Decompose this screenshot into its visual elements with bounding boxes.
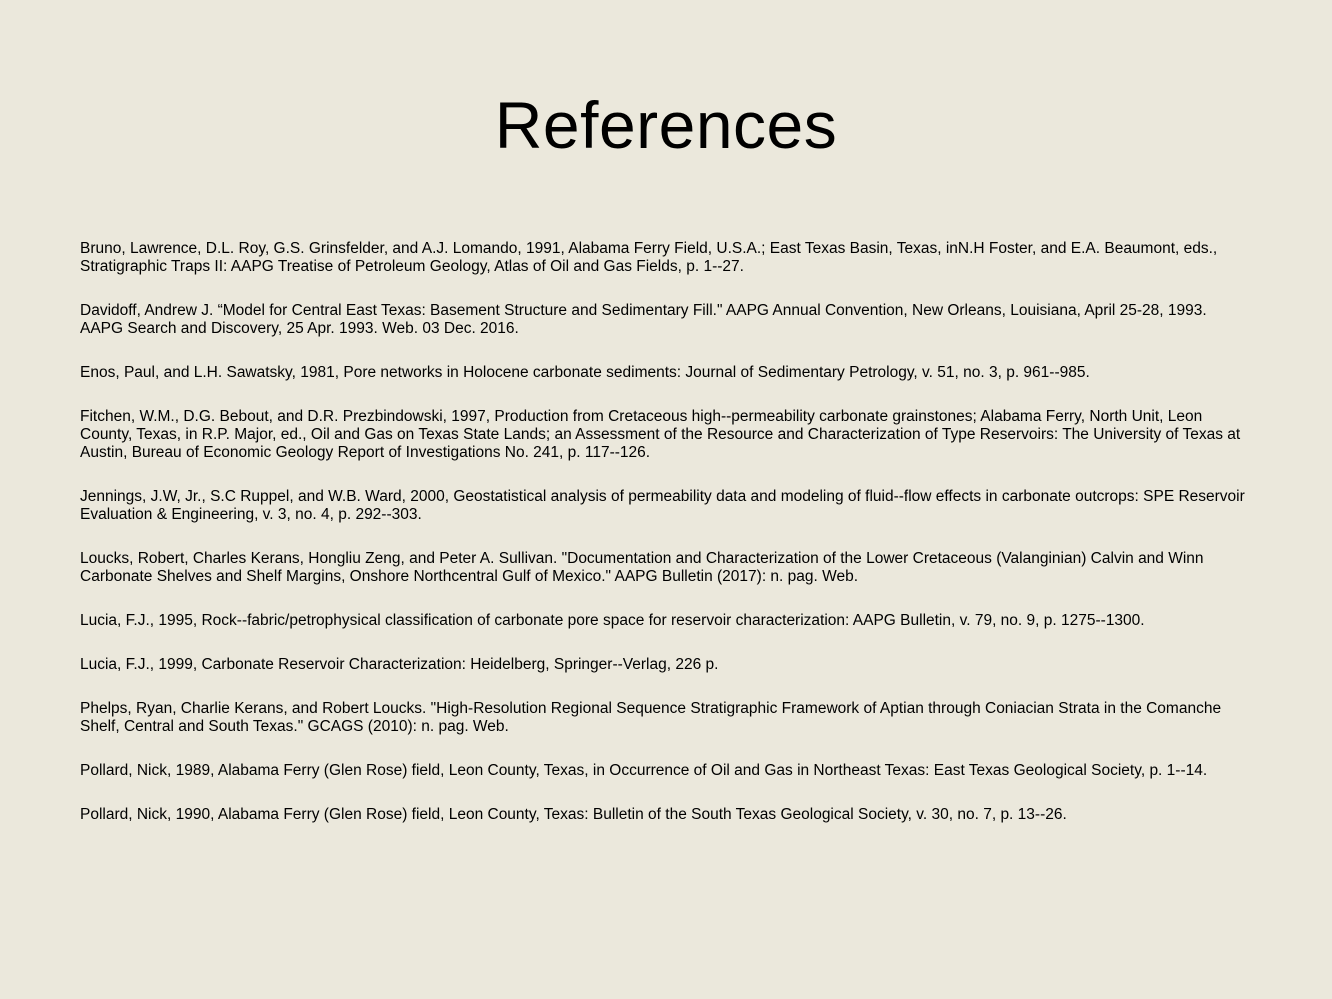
- reference-item: Bruno, Lawrence, D.L. Roy, G.S. Grinsfelder, and A.J. Lomando, 1991, Alabama Ferry Field, U.S.A.; East Texas Basin, Texas, inN.H Foster, and E.A. Beaumont, eds., Stratigraphic Traps II: AAPG Treatise of Petroleum Geology, Atlas of Oil and Gas Fields, p. 1--27.: [80, 240, 1218, 275]
- reference-list: [80, 240, 1252, 850]
- reference-item: Pollard, Nick, 1989, Alabama Ferry (Glen Rose) field, Leon County, Texas, in Occurrence of Oil and Gas in Northeast Texas: East Texas Geological Society, p. 1--14.: [80, 762, 1208, 779]
- reference-item: Enos, Paul, and L.H. Sawatsky, 1981, Pore networks in Holocene carbonate sediments: Journal of Sedimentary Petrology, v. 51, no. 3, p. 961--985.: [80, 364, 1090, 381]
- reference-item: Fitchen, W.M., D.G. Bebout, and D.R. Prezbindowski, 1997, Production from Cretaceous high--permeability carbonate grainstones; Alabama Ferry, North Unit, Leon County, Texas, in R.P. Major, ed., Oil and Gas on Texas State Lands; an Assessment of the Resource and Characterization of Type Reservoirs: The University of Texas at Austin, Bureau of Economic Geology Report of Investigations No. 241, p. 117--126.: [80, 408, 1241, 461]
- reference-item: Lucia, F.J., 1999, Carbonate Reservoir Characterization: Heidelberg, Springer--Verlag, 226 p.: [80, 656, 719, 673]
- reference-item: Phelps, Ryan, Charlie Kerans, and Robert Loucks. "High-Resolution Regional Sequence Stratigraphic Framework of Aptian through Coniacian Strata in the Comanche Shelf, Central and South Texas." GCAGS (2010): n. pag. Web.: [80, 700, 1222, 735]
- reference-item: Pollard, Nick, 1990, Alabama Ferry (Glen Rose) field, Leon County, Texas: Bulletin of the South Texas Geological Society, v. 30, no. 7, p. 13--26.: [80, 806, 1067, 823]
- reference-item: Loucks, Robert, Charles Kerans, Hongliu Zeng, and Peter A. Sullivan. "Documentation and Characterization of the Lower Cretaceous (Valanginian) Calvin and Winn Carbonate Shelves and Shelf Margins, Onshore Northcentral Gulf of Mexico." AAPG Bulletin (2017): n. pag. Web.: [80, 550, 1204, 585]
- slide-title: References: [494, 88, 838, 162]
- reference-item: Davidoff, Andrew J. “Model for Central East Texas: Basement Structure and Sedimentary Fill." AAPG Annual Convention, New Orleans, Louisiana, April 25-28, 1993. AAPG Search and Discovery, 25 Apr. 1993. Web. 03 Dec. 2016.: [80, 302, 1207, 337]
- reference-item: Jennings, J.W, Jr., S.C Ruppel, and W.B. Ward, 2000, Geostatistical analysis of permeability data and modeling of fluid--flow effects in carbonate outcrops: SPE Reservoir Evaluation & Engineering, v. 3, no. 4, p. 292--303.: [80, 488, 1245, 523]
- reference-item: Lucia, F.J., 1995, Rock--fabric/petrophysical classification of carbonate pore space for reservoir characterization: AAPG Bulletin, v. 79, no. 9, p. 1275--1300.: [80, 612, 1145, 629]
